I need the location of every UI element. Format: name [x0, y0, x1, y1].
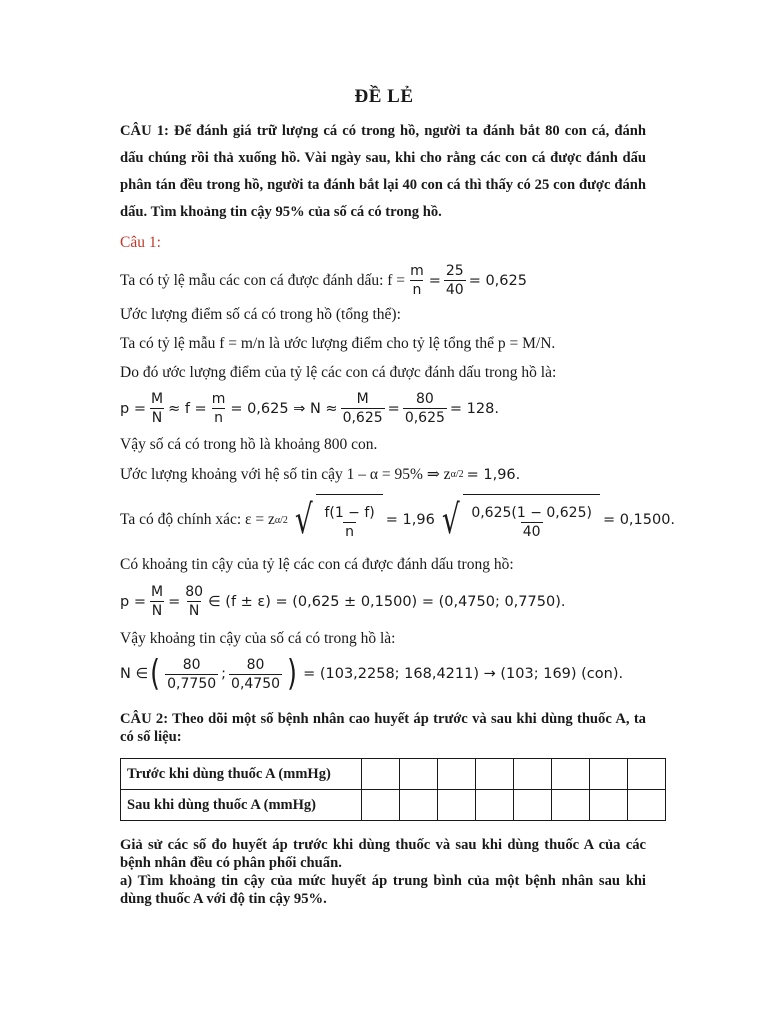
table-cell	[628, 759, 666, 790]
question-2-label: CÂU 2:	[120, 711, 169, 727]
table-cell	[514, 790, 552, 821]
fraction: $\frac{80}{0,625}$	[404, 391, 445, 426]
fraction: $\frac{25}{40}$	[445, 263, 464, 298]
table-row	[121, 759, 666, 790]
question-1	[120, 118, 646, 226]
table-cell	[362, 790, 400, 821]
table-cell	[438, 759, 476, 790]
solution-line-11: Vậy khoảng tin cậy của số cá có trong hồ là:	[120, 630, 396, 647]
solution-line-3: Ta có tỷ lệ mẫu f = m/n là ước lượng điểm cho tỷ lệ tổng thể p = M/N.	[120, 335, 556, 352]
question-2-text: Theo dõi một số bệnh nhân cao huyết áp trước và sau khi dùng thuốc A, ta có số liệu:	[120, 711, 646, 745]
table-cell	[438, 790, 476, 821]
fraction: $\frac{M}{N}$	[150, 584, 164, 619]
solution-line-5: p = $\frac{M}{N}$ ≈ f = $\frac{m}{n}$ = 0,625 ⇒ N ≈ $\frac{M}{0,625}$ = $\frac{80}{0,625}$ = 128.	[120, 391, 499, 426]
table-cell	[552, 759, 590, 790]
table-cell	[400, 759, 438, 790]
solution-line-2: Ước lượng điểm số cá có trong hồ (tổng thể):	[120, 306, 401, 323]
solution-heading: Câu 1:	[120, 234, 161, 251]
table-row	[121, 790, 666, 821]
blood-pressure-table	[120, 758, 666, 821]
table-cell	[476, 790, 514, 821]
solution-line-4: Do đó ước lượng điểm của tỷ lệ các con cá được đánh dấu trong hồ là:	[120, 364, 557, 381]
fraction: $\frac{80}{N}$	[185, 584, 204, 619]
solution-line-9: Có khoảng tin cậy của tỷ lệ các con cá được đánh dấu trong hồ:	[120, 556, 514, 573]
square-root: √ $\frac{f(1 - f)}{n}$	[291, 494, 383, 546]
question-2-assumption: Giả sử các số đo huyết áp trước khi dùng thuốc và sau khi dùng thuốc A của các bệnh nhân đều có phân phối chuẩn.	[120, 837, 646, 871]
fraction: $\frac{80}{0,7750}$	[167, 656, 217, 692]
solution-line-6: Vậy số cá có trong hồ là khoảng 800 con.	[120, 436, 378, 453]
fraction: $\frac{m}{n}$	[211, 391, 226, 426]
fraction: $\frac{M}{N}$	[150, 391, 164, 426]
table-cell	[552, 790, 590, 821]
solution-line-8: Ta có độ chính xác: ε = z α/2 √ $\frac{f(1 - f)}{n}$ = 1,96 √ $\frac{0,625(1 - 0,625)}{40}$ = 0,1500.	[120, 494, 675, 546]
solution-line-10: p = $\frac{M}{N}$ = $\frac{80}{N}$ ∈ (f ± ε) = (0,625 ± 0,1500) = (0,4750; 0,7750).	[120, 584, 566, 619]
table-cell	[590, 759, 628, 790]
table-cell	[400, 790, 438, 821]
solution-line-12: N ∈ ( $\frac{80}{0,7750}$ ; $\frac{80}{0,4750}$ ) = (103,2258; 168,4211) → (103; 169) (con).	[120, 653, 624, 694]
table-cell	[476, 759, 514, 790]
question-1-label: CÂU 1:	[120, 123, 169, 139]
question-2-part-a: a) Tìm khoảng tin cậy của mức huyết áp trung bình của một bệnh nhân sau khi dùng thuốc A với độ tin cậy 95%.	[120, 873, 646, 907]
table-cell	[362, 759, 400, 790]
table-cell	[514, 759, 552, 790]
table-cell	[628, 790, 666, 821]
fraction: $\frac{80}{0,4750}$	[231, 656, 281, 692]
fraction: $\frac{m}{n}$	[410, 263, 424, 298]
solution-line-7: Ước lượng khoảng với hệ số tin cậy 1 – α = 95% ⇒ z α/2 = 1,96.	[120, 466, 521, 483]
row-label: Trước khi dùng thuốc A (mmHg)	[121, 759, 362, 790]
question-1-text: Để đánh giá trữ lượng cá có trong hồ, người ta đánh bắt 80 con cá, đánh dấu chúng rồi thả xuống hồ. Vài ngày sau, khi cho rằng các con cá được đánh dấu phân tán đều trong hồ, người ta đánh bắt lại 40 con cá thì thấy có 25 con được đánh dấu. Tìm khoảng tin cậy 95% của số cá có trong hồ.	[120, 123, 646, 220]
row-label: Sau khi dùng thuốc A (mmHg)	[121, 790, 362, 821]
question-2	[120, 710, 646, 746]
table-cell	[590, 790, 628, 821]
fraction: $\frac{M}{0,625}$	[342, 391, 383, 426]
solution-line-1: Ta có tỷ lệ mẫu các con cá được đánh dấu: f = $\frac{m}{n}$ = $\frac{25}{40}$ = 0,625	[120, 263, 527, 298]
exam-title: ĐỀ LẺ	[354, 86, 414, 107]
square-root: √ $\frac{0,625(1 - 0,625)}{40}$	[438, 494, 600, 546]
